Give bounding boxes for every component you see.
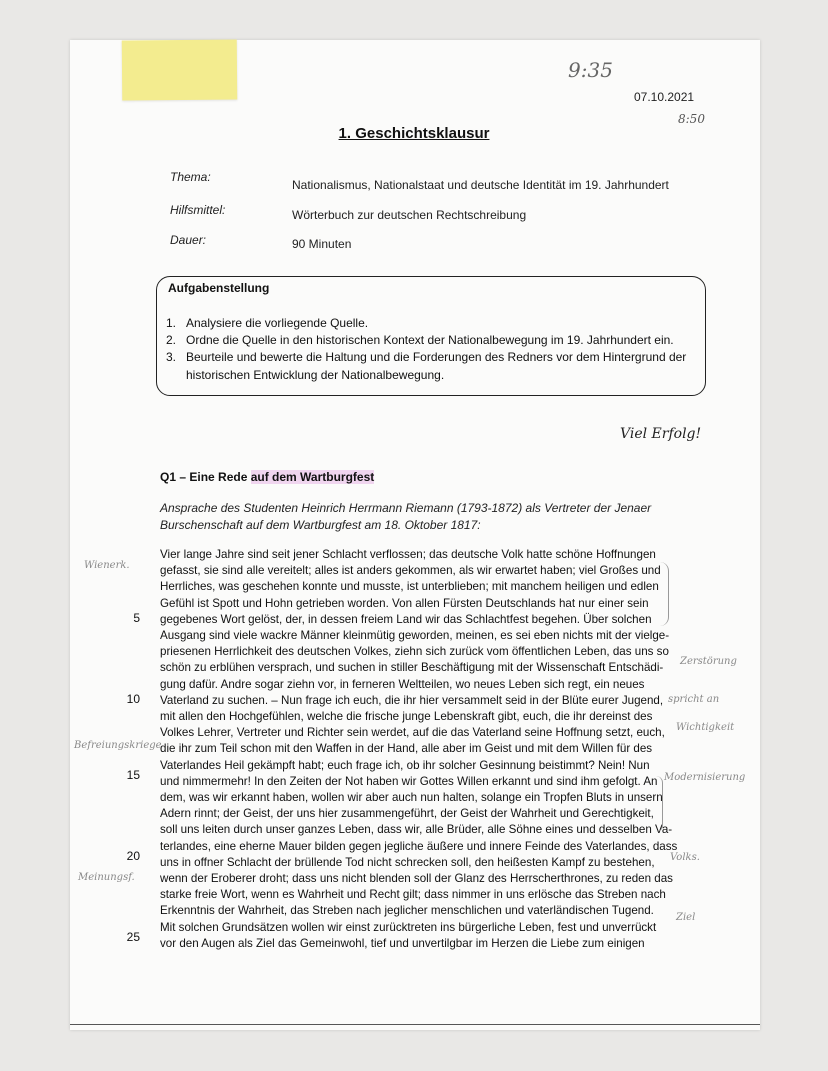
task-number: 2. — [166, 333, 177, 347]
source-line: mit allen den Hochgefühlen, welche die frische junge Lebenskraft gibt, euch, die ihr dereinst des — [160, 710, 653, 723]
source-line: vor den Augen als Ziel das Gemeinwohl, tief und unvertilgbar im Herzen die Liebe zum einigen — [160, 936, 645, 950]
task-number: 3. — [166, 350, 177, 364]
margin-bracket — [656, 776, 663, 832]
meta-value-topic: Nationalismus, Nationalstaat und deutsche Identität im 19. Jahrhundert — [292, 178, 669, 192]
task-text: Beurteile und bewerte die Haltung und die Forderungen des Redners vor dem Hintergrund der — [186, 350, 687, 364]
task-number: 1. — [166, 316, 177, 330]
handwritten-time: 9:35 — [568, 58, 613, 82]
source-line: gung dafür. Andre sogar ziehn vor, in ferneren Weltteilen, wo neues Leben sich regt, ein neues — [160, 677, 645, 691]
handwritten-good-luck: Viel Erfolg! — [620, 426, 702, 442]
handwritten-start-time: 8:50 — [678, 112, 705, 126]
source-line: Vaterland zu suchen. – Nun frage ich euch, die ihr hier versammelt seid in der Blüte eurer Jugend, — [160, 693, 664, 707]
source-line: gegebenes Wort gelöst, der, in dessen freiem Land wir das Schlachtfest begehen. Über solchen — [160, 612, 652, 626]
source-line: die ihr zum Teil schon mit den Waffen in der Hand, alle aber im Geist und mit dem Willen für des — [160, 742, 653, 756]
source-line: Vier lange Jahre sind seit jener Schlacht verflossen; das deutsche Volk hatte schöne Hoffnungen — [160, 548, 656, 561]
line-number: 5 — [133, 611, 140, 625]
line-number: 20 — [126, 849, 140, 863]
source-intro: Ansprache des Studenten Heinrich Herrmann Riemann (1793-1872) als Vertreter der Jenaer Burschenschaft auf dem Wartburgfest am 18. Oktober 1817: — [160, 501, 652, 532]
task-text: Ordne die Quelle in den historischen Kontext der Nationalbewegung im 19. Jahrhundert ein. — [186, 333, 674, 347]
source-heading-text: Q1 – Eine Rede — [160, 470, 251, 484]
margin-bracket — [660, 562, 669, 626]
line-number: 10 — [126, 692, 140, 706]
margin-note: Meinungsf. — [78, 872, 135, 883]
margin-note: Befreiungskriege — [74, 740, 162, 751]
meta-value-aids: Wörterbuch zur deutschen Rechtschreibung — [292, 208, 527, 222]
source-line: Gefühl ist Spott und Hohn getrieben worden. Von allen Fürsten Deutschlands hat nur einer sein — [160, 596, 649, 610]
source-line: Herrliches, was geschehen konnte und musste, ist unterblieben; mit manchem heiligen und edlen — [160, 580, 659, 594]
task-heading: Aufgabenstellung — [168, 281, 270, 295]
meta-value-duration: 90 Minuten — [292, 237, 352, 251]
task-item — [166, 333, 674, 347]
source-heading — [160, 470, 374, 484]
line-number: 15 — [126, 768, 140, 782]
task-item — [166, 316, 368, 330]
exam-date: 07.10.2021 — [634, 90, 695, 104]
task-item-continued — [186, 368, 444, 382]
source-line: Adern rinnt; der Geist, der uns hier zusammengeführt, der Geist der Wahrheit und Gerechtigkeit, — [160, 807, 654, 821]
line-number: 25 — [126, 930, 140, 944]
source-line: schön zu erblühen versprach, und suchen in stiller Beschäftigung mit der Wissenschaft Entschädi- — [160, 661, 664, 675]
margin-note: Zerstörung — [680, 656, 737, 667]
margin-note: Volks. — [670, 852, 700, 863]
margin-note: Wichtigkeit — [676, 722, 735, 733]
page-title: 1. Geschichtsklausur — [338, 125, 490, 142]
meta-label-duration: Dauer: — [170, 233, 207, 247]
meta-label-aids: Hilfsmittel: — [170, 203, 226, 217]
margin-note: Ziel — [676, 912, 696, 923]
source-line: und nimmermehr! In den Zeiten der Not haben wir Gottes Willen erkannt und sind ihm gefolgt. An — [160, 774, 658, 788]
meta-label-topic: Thema: — [170, 170, 211, 184]
source-heading-highlight: auf dem Wartburgfest — [250, 470, 375, 484]
source-line: Ausgang sind viele wackre Männer kleinmütig geworden, meinen, es sei eben nichts mit der vielge- — [160, 629, 670, 642]
source-line: gefasst, sie sind alle vereitelt; alles ist anders gekommen, als wir erwartet haben; viel Großes und — [160, 564, 661, 578]
source-line: Volkes Lehrer, Vertreter und Richter sein werdet, auf die das Vaterland seine Hoffnung setzt, euch, — [160, 726, 665, 740]
source-line: terlandes, eine eherne Mauer bilden gegen jegliche äußere und innere Feinde des Vaterlandes, dass — [160, 839, 678, 853]
source-line: wenn der Eroberer droht; dass uns nicht blenden soll der Glanz des Herrscherthrones, zu reden das — [160, 872, 673, 885]
source-line: priesenen Herrlichkeit des deutschen Volkes, ziehn sich zurück vom öffentlichen Leben, das uns so — [160, 645, 669, 659]
source-line: Erkenntnis der Wahrheit, das Streben nach jeglicher menschlichen und vaterländischen Tugend. — [160, 904, 654, 918]
task-item — [166, 350, 686, 364]
page-bottom-line — [70, 1024, 760, 1025]
sticky-note — [122, 39, 238, 100]
source-line: Mit solchen Grundsätzen wollen wir einst zurücktreten ins bürgerliche Leben, fest und unverrückt — [160, 920, 657, 934]
source-line: dem, was wir erkannt haben, wollen wir aber auch nun halten, solange ein Tropfen Bluts in unsern — [160, 791, 663, 804]
margin-note: Modernisierung — [664, 772, 746, 783]
source-line: uns in offner Schlacht der brüllende Tod nicht schrecken soll, den heißesten Kampf zu bestehen, — [160, 855, 655, 869]
margin-note: Wienerk. — [84, 560, 130, 571]
task-text: historischen Entwicklung der Nationalbewegung. — [186, 368, 445, 382]
source-line: soll uns leiten durch unser ganzes Leben, dass wir, alle Brüder, alle Söhne eines und desselben Va- — [160, 823, 673, 837]
margin-note: spricht an — [668, 694, 720, 705]
source-line: Vaterlandes Heil gekämpft habt; euch frage ich, ob ihr solcher Gesinnung beistimmt? Nein! Nun — [160, 758, 650, 772]
task-text: Analysiere die vorliegende Quelle. — [186, 316, 369, 330]
source-line: starke freie Wort, wenn es Wahrheit und Recht gilt; dass nimmer in uns erlösche das Streben nach — [160, 888, 666, 902]
